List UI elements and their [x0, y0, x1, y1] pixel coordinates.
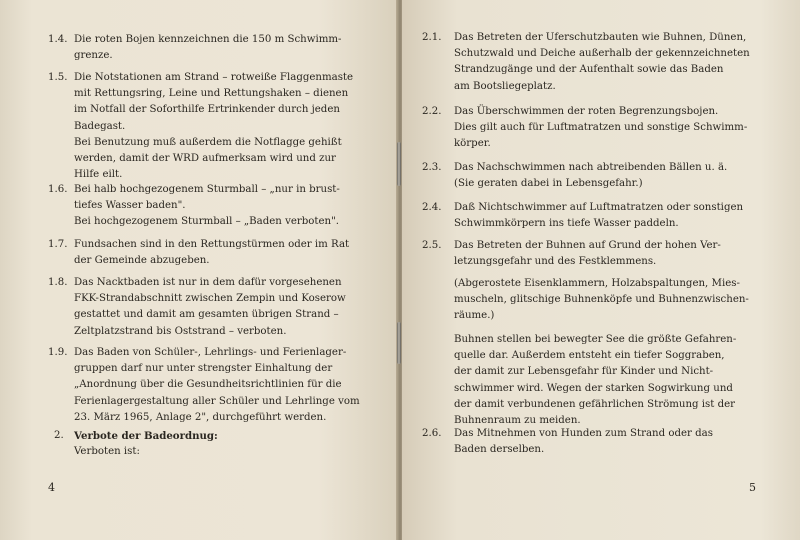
text-line: 23. März 1965, Anlage 2", durchgeführt werden. [74, 411, 327, 423]
text-line: muscheln, glitschige Buhnenköpfe und Buhnenzwischen- [454, 294, 749, 306]
item-number: 2.5. [422, 240, 442, 251]
page-number-right: 5 [749, 481, 756, 494]
item-number: 2.2. [422, 106, 442, 117]
text-line: Hilfe eilt. [74, 169, 123, 181]
rule-1-8 [48, 275, 366, 340]
text-line: grenze. [74, 50, 113, 62]
text-line: gruppen darf nur unter strengster Einhaltung der [74, 363, 333, 375]
text-line: Baden derselben. [454, 444, 545, 456]
rule-1-9 [48, 345, 366, 426]
rule-2-3 [422, 160, 784, 192]
text-line: tiefes Wasser baden". [74, 200, 186, 212]
text-line: quelle dar. Außerdem entsteht ein tiefer Soggraben, [454, 350, 725, 362]
text-line: Buhnenraum zu meiden. [454, 415, 581, 427]
text-line: Daß Nichtschwimmer auf Luftmatratzen oder sonstigen [454, 202, 744, 213]
text-line: letzungsgefahr und des Festklemmens. [454, 256, 657, 268]
text-line: der Gemeinde abzugeben. [74, 255, 210, 267]
item-number: 2.1. [422, 32, 442, 43]
rule-1-6 [48, 182, 366, 231]
text-line: Ferienlagergestaltung aller Schüler und Lehrlinge vom [74, 395, 360, 407]
text-line: (Sie geraten dabei in Lebensgefahr.) [454, 178, 643, 190]
rule-2-4 [422, 200, 784, 232]
text-line: körper. [454, 138, 491, 150]
text-line: der damit zur Lebensgefahr für Kinder und Nicht- [454, 366, 714, 378]
rule-2-5 [422, 238, 784, 270]
rule-1-4 [48, 32, 366, 64]
text-line: Bei halb hochgezogenem Sturmball – „nur in brust- [74, 184, 340, 195]
right-page [402, 0, 800, 540]
text-line: Bei Benutzung muß außerdem die Notflagge gehißt [74, 136, 342, 148]
text-line: FKK-Strandabschnitt zwischen Zempin und Koserow [74, 293, 346, 305]
text-line: Fundsachen sind in den Rettungstürmen oder im Rat [74, 239, 350, 250]
rule-2-2 [422, 104, 784, 153]
text-line: gestattet und damit am gesamten übrigen Strand – [74, 309, 339, 321]
staple-bottom [397, 322, 401, 364]
text-line: Badegast. [74, 120, 126, 132]
item-number: 1.8. [48, 277, 68, 288]
text-line: werden, damit der WRD aufmerksam wird und zur [74, 153, 336, 165]
text-line: (Abgerostete Eisenklammern, Holzabspaltungen, Mies- [454, 278, 740, 289]
text-line: Das Baden von Schüler-, Lehrlings- und Ferienlager- [74, 347, 347, 358]
section-title: Verbote der Badeordnug: [74, 430, 218, 442]
item-number: 1.7. [48, 239, 68, 250]
item-number: 2. [54, 430, 64, 441]
text-line: „Anordnung über die Gesundheitsrichtlinien für die [74, 379, 342, 391]
item-number: 2.4. [422, 202, 442, 213]
text-line: Buhnen stellen bei bewegter See die größte Gefahren- [454, 334, 737, 345]
text-line: am Bootsliegeplatz. [454, 80, 556, 92]
item-number: 1.4. [48, 34, 68, 45]
text-line: Das Überschwimmen der roten Begrenzungsbojen. [454, 106, 719, 117]
item-number: 1.9. [48, 347, 68, 358]
text-line: Dies gilt auch für Luftmatratzen und sonstige Schwimm- [454, 122, 748, 134]
rule-1-5 [48, 70, 366, 183]
section-2-heading [48, 428, 366, 460]
page-number-left: 4 [48, 481, 55, 494]
item-number: 2.3. [422, 162, 442, 173]
text-line: Schutzwald und Deiche außerhalb der gekennzeichneten [454, 48, 750, 60]
item-number: 1.5. [48, 72, 68, 83]
rule-2-6 [422, 426, 784, 458]
rule-2-1 [422, 30, 784, 95]
text-line: Schwimmkörpern ins tiefe Wasser paddeln. [454, 218, 679, 230]
item-number: 1.6. [48, 184, 68, 195]
text-line: Das Betreten der Uferschutzbauten wie Buhnen, Dünen, [454, 32, 747, 43]
text-line: Das Nachschwimmen nach abtreibenden Bällen u. ä. [454, 162, 728, 173]
text-line: Zeltplatzstrand bis Oststrand – verboten. [74, 325, 287, 337]
rule-2-5-explanation [422, 332, 784, 429]
text-line: Bei hochgezogenem Sturmball – „Baden verboten". [74, 216, 340, 228]
text-line: Das Betreten der Buhnen auf Grund der hohen Ver- [454, 240, 721, 251]
left-page [0, 0, 398, 540]
text-line: der damit verbundenen gefährlichen Strömung ist der [454, 398, 736, 410]
text-line: Das Nacktbaden ist nur in dem dafür vorgesehenen [74, 277, 342, 288]
staple-top [397, 142, 401, 186]
item-number: 2.6. [422, 428, 442, 439]
text-line: Strandzugänge und der Aufenthalt sowie das Baden [454, 64, 724, 76]
text-line: mit Rettungsring, Leine und Rettungshaken – dienen [74, 88, 349, 100]
text-line: Verboten ist: [74, 446, 140, 458]
rule-2-5-note [422, 276, 784, 325]
text-line: Die Notstationen am Strand – rotweiße Flaggenmaste [74, 72, 354, 83]
text-line: räume.) [454, 310, 495, 322]
rule-1-7 [48, 237, 366, 269]
text-line: schwimmer wird. Wegen der starken Sogwirkung und [454, 382, 733, 394]
text-line: Die roten Bojen kennzeichnen die 150 m Schwimm- [74, 34, 342, 45]
text-line: im Notfall der Soforthilfe Ertrinkender durch jeden [74, 104, 340, 116]
text-line: Das Mitnehmen von Hunden zum Strand oder das [454, 428, 713, 439]
